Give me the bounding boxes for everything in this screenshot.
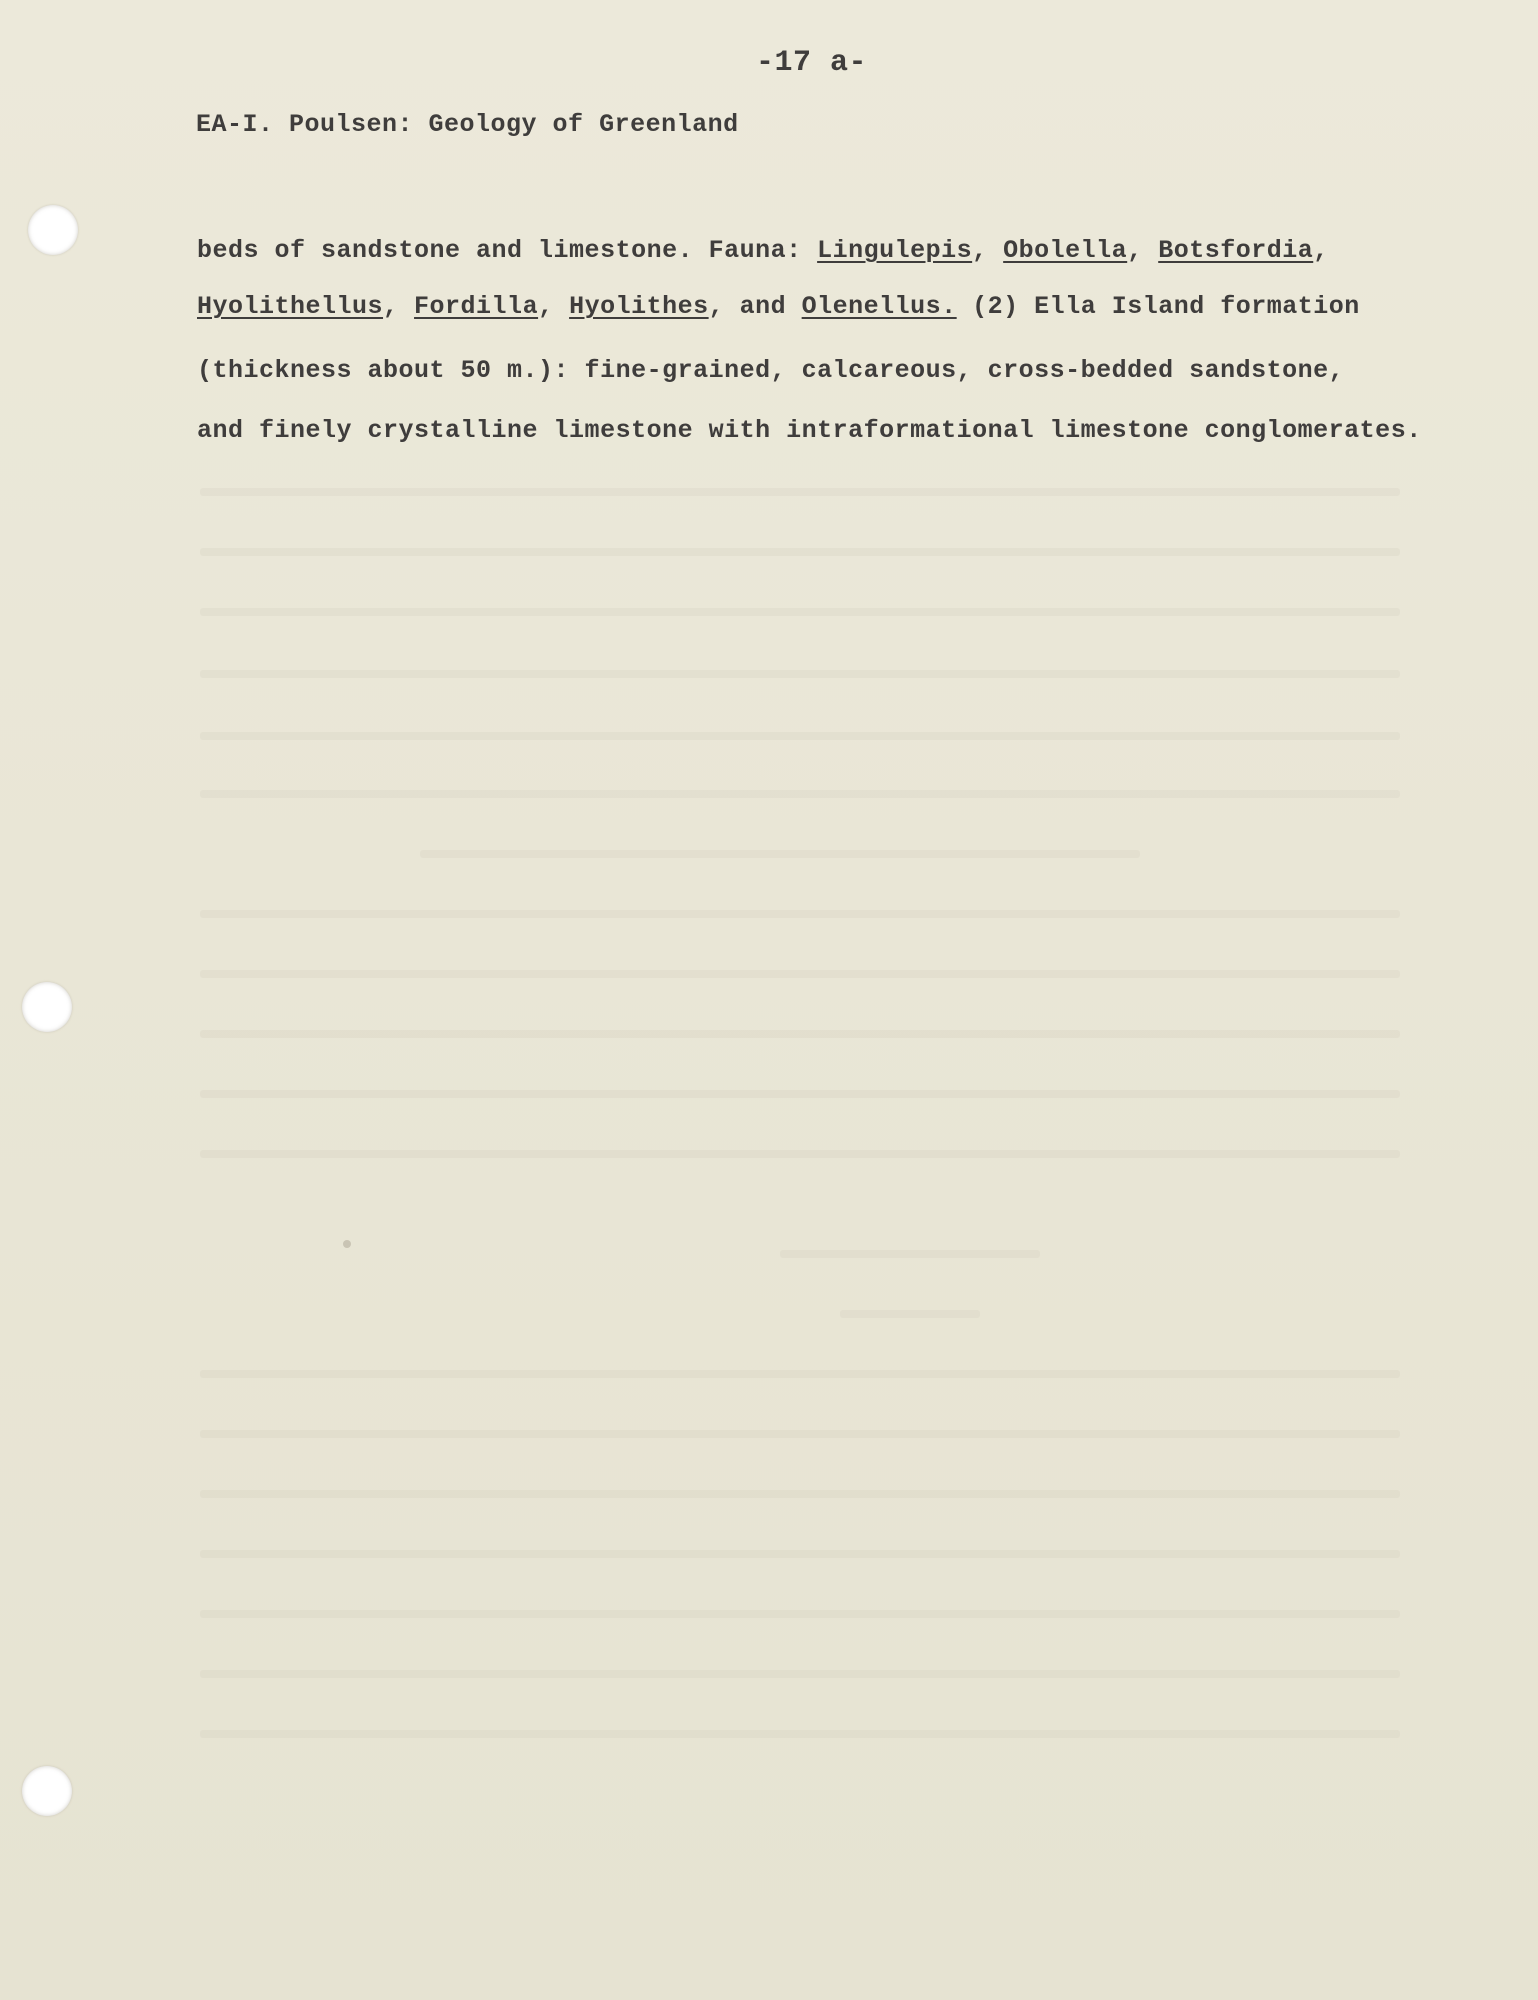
body-line-3: (thickness about 50 m.): fine-grained, calcareous, cross-bedded sandstone, xyxy=(197,356,1345,385)
bleed-through-line xyxy=(200,790,1400,798)
body-line-4: and finely crystalline limestone with intraformational limestone conglomerates. xyxy=(197,416,1422,445)
punch-hole-top xyxy=(28,205,78,255)
bleed-through-line xyxy=(200,732,1400,740)
bleed-through-line xyxy=(200,608,1400,616)
separator: , xyxy=(383,292,415,321)
paper-speck xyxy=(343,1240,351,1248)
separator: , xyxy=(538,292,570,321)
punch-hole-bottom xyxy=(22,1766,72,1816)
bleed-through-line xyxy=(200,1490,1400,1498)
body-text: , and xyxy=(708,292,802,321)
bleed-through-line xyxy=(200,1670,1400,1678)
bleed-through-line xyxy=(200,548,1400,556)
bleed-through-line xyxy=(420,850,1140,858)
taxon-lingulepis: Lingulepis xyxy=(817,236,973,265)
body-line-1 xyxy=(197,236,1329,265)
bleed-through-line xyxy=(200,970,1400,978)
bleed-through-line xyxy=(200,670,1400,678)
separator: , xyxy=(972,236,1004,265)
bleed-through-line xyxy=(200,1430,1400,1438)
formation-name: (2) Ella Island formation xyxy=(956,292,1360,321)
bleed-through-line xyxy=(200,1090,1400,1098)
taxon-hyolithellus: Hyolithellus xyxy=(197,292,384,321)
taxon-hyolithes: Hyolithes xyxy=(569,292,709,321)
taxon-botsfordia: Botsfordia xyxy=(1158,236,1314,265)
page-number: -17 a- xyxy=(756,46,868,80)
taxon-olenellus: Olenellus. xyxy=(801,292,957,321)
bleed-through-line xyxy=(200,1150,1400,1158)
bleed-through-line xyxy=(200,488,1400,496)
document-header: EA-I. Poulsen: Geology of Greenland xyxy=(196,110,739,139)
bleed-through-line xyxy=(200,1370,1400,1378)
bleed-through-line xyxy=(780,1250,1040,1258)
body-text: beds of sandstone and limestone. Fauna: xyxy=(197,236,818,265)
line-end: , xyxy=(1313,236,1329,265)
body-line-2 xyxy=(197,292,1360,321)
bleed-through-line xyxy=(200,910,1400,918)
bleed-through-line xyxy=(200,1610,1400,1618)
bleed-through-line xyxy=(200,1550,1400,1558)
separator: , xyxy=(1127,236,1159,265)
bleed-through-line xyxy=(200,1030,1400,1038)
taxon-fordilla: Fordilla xyxy=(414,292,539,321)
bleed-through-line xyxy=(200,1730,1400,1738)
taxon-obolella: Obolella xyxy=(1003,236,1128,265)
bleed-through-line xyxy=(840,1310,980,1318)
punch-hole-middle xyxy=(22,982,72,1032)
